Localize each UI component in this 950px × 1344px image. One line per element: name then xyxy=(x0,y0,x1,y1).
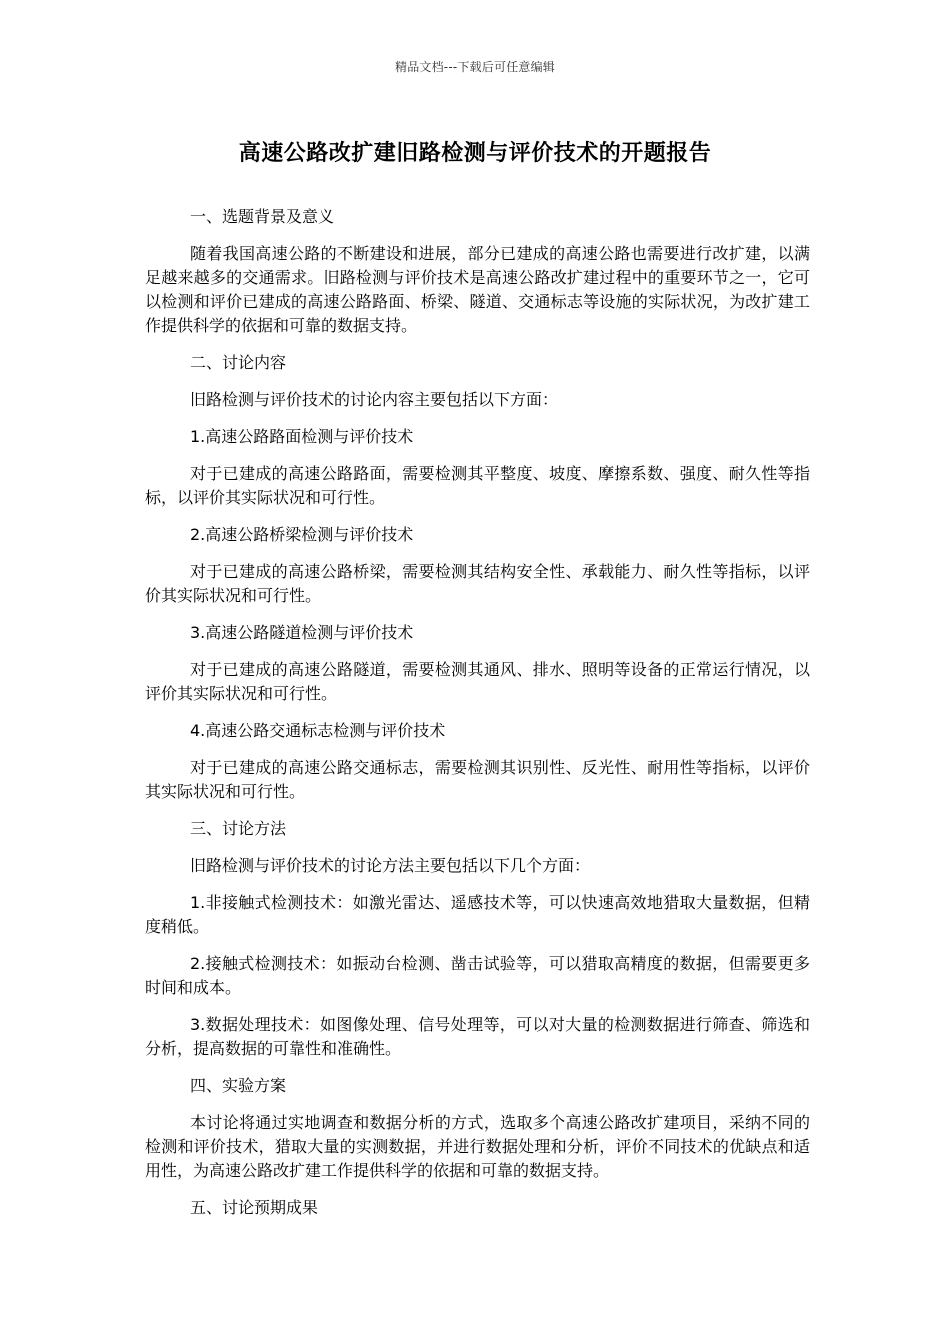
paragraph-tunnel: 对于已建成的高速公路隧道，需要检测其通风、排水、照明等设备的正常运行情况，以评价其实际状况和可行性。 xyxy=(145,660,810,703)
subheading-tunnel: 3.高速公路隧道检测与评价技术 xyxy=(190,623,414,642)
paragraph-pavement: 对于已建成的高速公路路面，需要检测其平整度、坡度、摩擦系数、强度、耐久性等指标，以评价其实际状况和可行性。 xyxy=(145,464,810,507)
paragraph-background: 随着我国高速公路的不断建设和进展，部分已建成的高速公路也需要进行改扩建，以满足越来越多的交通需求。旧路检测与评价技术是高速公路改扩建过程中的重要环节之一，它可以检测和评价已建成的高速公路路面、桥梁、隧道、交通标志等设施的实际状况，为改扩建工作提供科学的依据和可靠的数据支持。 xyxy=(145,244,810,335)
paragraph-method-data: 3.数据处理技术：如图像处理、信号处理等，可以对大量的检测数据进行筛查、筛选和分析，提高数据的可靠性和准确性。 xyxy=(145,1015,810,1058)
paragraph-method-intro: 旧路检测与评价技术的讨论方法主要包括以下几个方面： xyxy=(190,856,591,875)
page-header-note: 精品文档---下载后可任意编辑 xyxy=(395,60,555,74)
section-heading-experiment: 四、实验方案 xyxy=(190,1076,287,1095)
paragraph-experiment: 本讨论将通过实地调查和数据分析的方式，选取多个高速公路改扩建项目，采纳不同的检测和评价技术，猎取大量的实测数据，并进行数据处理和分析，评价不同技术的优缺点和适用性，为高速公路改扩建工作提供科学的依据和可靠的数据支持。 xyxy=(145,1113,810,1180)
section-heading-method: 三、讨论方法 xyxy=(190,819,287,838)
section-heading-content: 二、讨论内容 xyxy=(190,353,287,372)
paragraph-bridge: 对于已建成的高速公路桥梁，需要检测其结构安全性、承载能力、耐久性等指标，以评价其实际状况和可行性。 xyxy=(145,562,810,605)
section-heading-background: 一、选题背景及意义 xyxy=(190,207,335,226)
section-heading-expected-results: 五、讨论预期成果 xyxy=(190,1198,319,1217)
document-body xyxy=(145,205,810,1233)
subheading-bridge: 2.高速公路桥梁检测与评价技术 xyxy=(190,525,414,544)
document-title: 高速公路改扩建旧路检测与评价技术的开题报告 xyxy=(238,141,712,166)
paragraph-method-contact: 2.接触式检测技术：如振动台检测、凿击试验等，可以猎取高精度的数据，但需要更多时间和成本。 xyxy=(145,954,810,997)
paragraph-traffic-sign: 对于已建成的高速公路交通标志，需要检测其识别性、反光性、耐用性等指标，以评价其实际状况和可行性。 xyxy=(145,758,810,801)
subheading-traffic-sign: 4.高速公路交通标志检测与评价技术 xyxy=(190,721,446,740)
subheading-pavement: 1.高速公路路面检测与评价技术 xyxy=(190,427,414,446)
paragraph-method-noncontact: 1.非接触式检测技术：如激光雷达、遥感技术等，可以快速高效地猎取大量数据，但精度稍低。 xyxy=(145,893,810,936)
paragraph-content-intro: 旧路检测与评价技术的讨论内容主要包括以下方面： xyxy=(190,390,559,409)
